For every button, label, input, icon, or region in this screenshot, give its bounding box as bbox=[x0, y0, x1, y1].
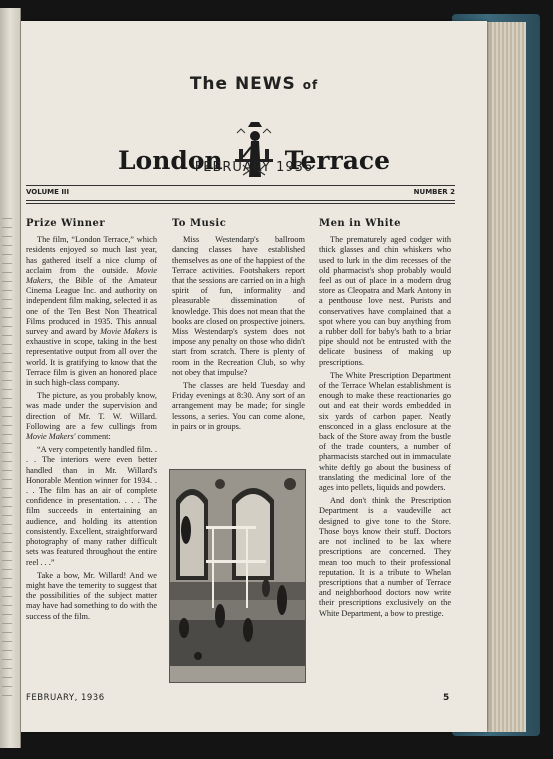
text-run: The picture, as you probably know, was made under the supervision and direction of Mr. T. W. Willard. Following are a few cullings from bbox=[26, 391, 157, 431]
article-heading: Prize Winner bbox=[26, 218, 106, 229]
divider bbox=[26, 203, 455, 204]
article-paragraph: “A very competently handled film. . . . The interiors were even better handled than in Mr. Willard's Honorable Mention winner for 1934. . . . The film has an air of complete confidence in presentation. . . . The film succeeds in entertaining an audience, and holding its attention consistently. Excellent, straightforward photography of many rather difficult sets was featured throughout the entire reel . . .” bbox=[26, 445, 157, 567]
text-run: is exhaustive in scope, taking in the best representative output from all over the world. It is gratifying to know that the Terrace film is given an honored place in such high-class company. bbox=[26, 327, 158, 388]
volume-row bbox=[26, 188, 455, 196]
the-news-text: The NEWS bbox=[189, 74, 296, 94]
text-run: Movie Makers bbox=[26, 265, 157, 286]
volume-label: VOLUME III bbox=[26, 188, 70, 196]
title-london: London bbox=[117, 146, 223, 175]
text-run: comment: bbox=[75, 432, 111, 442]
text-run: The film, “London Terrace,” which residents enjoyed so much last year, has gathered itself a nice clump of acclaim from the outside. bbox=[26, 235, 157, 275]
article-men-in-white bbox=[319, 219, 451, 622]
divider bbox=[26, 185, 455, 186]
article-prize-winner bbox=[26, 219, 157, 625]
number-label: NUMBER 2 bbox=[413, 188, 455, 196]
article-to-music bbox=[172, 219, 305, 435]
article-heading: Men in White bbox=[319, 218, 402, 229]
text-run: Movie Makers' bbox=[26, 432, 76, 442]
footer-date: FEBRUARY, 1936 bbox=[26, 693, 105, 703]
text-run: , the Bible of the Amateur Cinema League Inc. and authority on independent film making, selected it as one of the Ten Best Non Theatrical Films produced in 1935. This annual survey and award by bbox=[26, 276, 157, 337]
article-paragraph bbox=[26, 235, 157, 388]
issue-date: FEBRUARY 1936 bbox=[194, 160, 314, 175]
text-run: Movie Makers bbox=[100, 327, 149, 337]
article-paragraph: And don't think the Prescription Department is a vaudeville act designed to give tone to the Store. Those boys know their stuff. Doctors are not inclined to be lax where prescriptions are concerned. They mean too much to their professional reputation. It is a tribute to Whelan prescriptions that a number of Terrace and neighborhood doctors now write their prescriptions exclusively on the White Department, a bow to prestige. bbox=[319, 496, 451, 618]
article-paragraph: Miss Westendarp's ballroom dancing classes have established themselves as one of the happiest of the Terrace activities. Footshakers report that the sessions are carried on in a high spirit of fun, informality and pleasurable dissemination of knowledge. This does not mean that the books are closed on prospective joiners. Miss Westendarp's system does not impose any penalty on those who didn't start from scratch. There is plenty of room in the Recreation Club, so why not obey that impulse? bbox=[172, 235, 305, 377]
swimming-pool-photo bbox=[169, 469, 306, 683]
divider bbox=[26, 200, 455, 201]
of-text: of bbox=[302, 78, 319, 92]
adjacent-page-edge bbox=[0, 8, 21, 748]
article-paragraph bbox=[26, 391, 157, 442]
article-heading: To Music bbox=[172, 218, 227, 229]
article-paragraph: Take a bow, Mr. Willard! And we might have the temerity to suggest that the possibilities of the subject matter may have had something to do with the success of the film. bbox=[26, 570, 157, 621]
masthead-kicker bbox=[21, 74, 487, 94]
article-paragraph: The White Prescription Department of the Terrace Whelan establishment is enough to make these reactionaries go out and eat their words embedded in six yards of carbon paper. Neatly ensconced in a glass enclosure at the back of the Store away from the bustle of the trade counters, a number of pharmacists starched out in immaculate white deftly go about the business of translating the medicinal lore of the ages into pellets, liquids and powders. bbox=[319, 370, 451, 493]
page-stack-edge bbox=[482, 22, 526, 732]
newsletter-page bbox=[21, 21, 487, 732]
article-paragraph: The prematurely aged codger with thick glasses and chin whiskers who used to lurk in the dim recesses of the old pharmacist's shop probably would feel as out of place in a modern drug store as Cleopatra and Mark Antony in a penthouse love nest. Purists and conservatives have complained that a spot where you can buy anything from a rubber doll for baby's bath to a briar pipe should not be entrusted with the delicate business of making up prescriptions. bbox=[319, 235, 451, 367]
article-paragraph: The classes are held Tuesday and Friday evenings at 8:30. Any sort of an arrangement may be made; for single lessons, a series. You can come alone, in pairs or in groups. bbox=[172, 381, 305, 431]
title-terrace: Terrace bbox=[284, 146, 391, 175]
page-number: 5 bbox=[443, 693, 450, 703]
